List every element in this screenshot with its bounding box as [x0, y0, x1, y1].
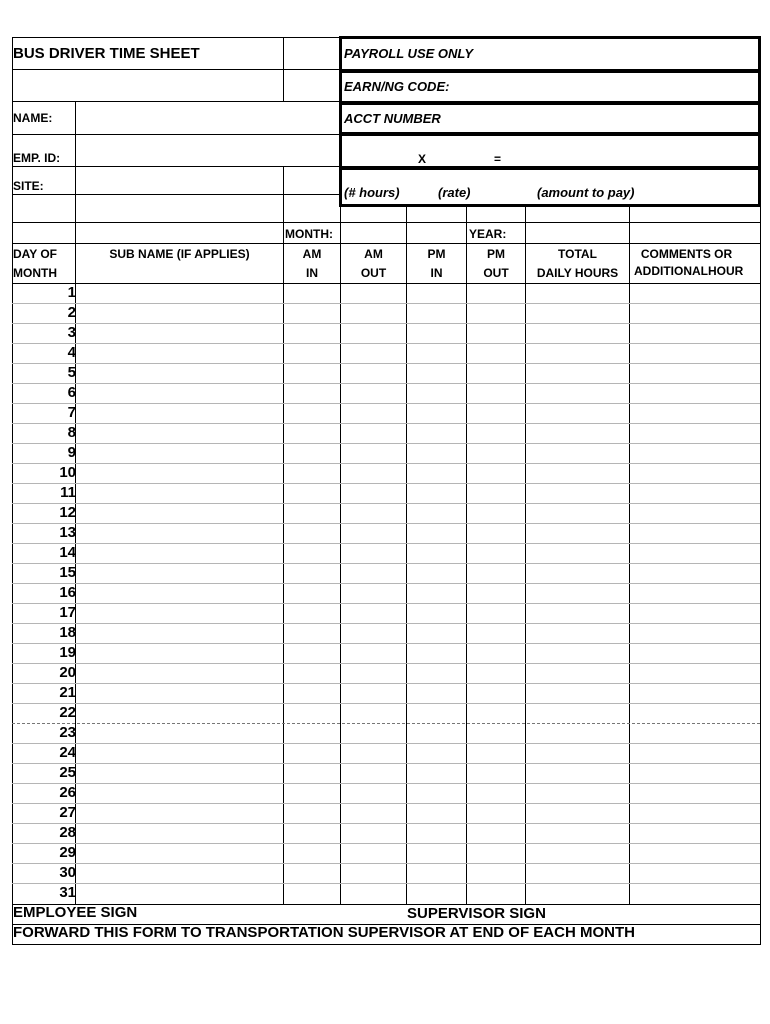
day-number: 8: [67, 424, 76, 441]
rule: [340, 205, 341, 904]
payroll-heading: PAYROLL USE ONLY: [344, 46, 474, 61]
day-number: 27: [59, 804, 76, 821]
employee-sign-label: EMPLOYEE SIGN: [13, 904, 138, 921]
day-number: 22: [59, 704, 76, 721]
day-number: 6: [67, 384, 76, 401]
total-header-top: TOTAL: [558, 247, 597, 261]
forward-note: FORWARD THIS FORM TO TRANSPORTATION SUPERVISOR AT END OF EACH MONTH: [13, 924, 635, 941]
day-number: 5: [67, 364, 76, 381]
month-label: MONTH:: [285, 227, 333, 241]
day-number: 25: [59, 764, 76, 781]
rule: [629, 205, 630, 904]
row-divider: [12, 403, 760, 404]
pm-in-header-bottom: IN: [430, 266, 443, 280]
row-divider: [12, 423, 760, 424]
rule: [466, 205, 467, 904]
row-divider: [12, 823, 760, 824]
day-number: 24: [59, 744, 76, 761]
day-number: 11: [60, 484, 76, 501]
am-in-header-bottom: IN: [306, 266, 318, 280]
row-divider: [12, 463, 760, 464]
day-number: 2: [67, 304, 76, 321]
row-divider: [12, 523, 760, 524]
rule: [12, 69, 340, 70]
rule: [12, 101, 340, 102]
day-number: 12: [59, 504, 76, 521]
row-divider: [12, 583, 760, 584]
row-divider: [12, 683, 760, 684]
row-divider: [12, 863, 760, 864]
row-divider: [12, 783, 760, 784]
day-number: 7: [67, 404, 76, 421]
rule: [525, 205, 526, 904]
day-number: 23: [59, 724, 76, 741]
calculation-box: [339, 133, 761, 169]
row-divider: [12, 483, 760, 484]
row-divider: [12, 663, 760, 664]
row-divider: [12, 323, 760, 324]
pm-out-header-top: PM: [487, 247, 505, 261]
day-number: 14: [59, 544, 76, 561]
am-out-header-bottom: OUT: [360, 266, 387, 280]
rule: [12, 944, 760, 945]
day-number: 29: [59, 844, 76, 861]
comments-header-bottom: ADDITIONALHOUR: [634, 264, 744, 278]
supervisor-sign-label: SUPERVISOR SIGN: [407, 905, 546, 922]
row-divider: [12, 383, 760, 384]
day-number: 19: [59, 644, 76, 661]
day-number: 15: [59, 564, 76, 581]
day-header-top: DAY OF: [13, 247, 58, 261]
earning-code-label: EARN/NG CODE:: [344, 79, 450, 94]
day-number: 21: [59, 684, 76, 701]
row-divider: [12, 563, 760, 564]
rule: [12, 222, 760, 223]
row-divider: [12, 803, 760, 804]
comments-header-top: COMMENTS OR: [640, 247, 733, 261]
day-number: 18: [59, 624, 76, 641]
day-number: 13: [59, 524, 76, 541]
pm-out-header-bottom: OUT: [483, 266, 509, 280]
rule: [12, 166, 340, 167]
row-divider: [12, 883, 760, 884]
row-divider: [12, 303, 760, 304]
rule: [12, 194, 340, 195]
hours-label: (# hours): [344, 185, 400, 200]
row-divider: [12, 643, 760, 644]
sub-name-header: SUB NAME (IF APPLIES): [109, 247, 250, 261]
day-number: 3: [67, 324, 76, 341]
am-out-header-top: AM: [364, 247, 383, 261]
row-divider: [12, 443, 760, 444]
day-number: 9: [67, 444, 76, 461]
day-number: 4: [67, 344, 76, 361]
day-number: 30: [59, 864, 76, 881]
day-number: 1: [67, 284, 76, 301]
rule: [406, 205, 407, 904]
rule: [12, 37, 340, 38]
am-in-header-top: AM: [302, 247, 322, 261]
row-divider: [12, 703, 760, 704]
row-divider: [12, 743, 760, 744]
row-divider: [12, 343, 760, 344]
rule: [12, 283, 760, 284]
day-number: 28: [59, 824, 76, 841]
rule: [12, 243, 760, 244]
day-number: 20: [59, 664, 76, 681]
acct-number-label: ACCT NUMBER: [344, 111, 441, 126]
row-divider: [12, 763, 760, 764]
day-header-bottom: MONTH: [13, 266, 57, 280]
day-number: 31: [59, 884, 76, 901]
total-header-bottom: DAILY HOURS: [536, 266, 619, 280]
rate-label: (rate): [438, 185, 471, 200]
row-divider: [12, 623, 760, 624]
rule: [760, 205, 761, 945]
day-number: 10: [59, 464, 76, 481]
row-divider: [12, 603, 760, 604]
day-number: 16: [59, 584, 76, 601]
emp-id-label: EMP. ID:: [13, 151, 61, 165]
row-divider: [12, 363, 760, 364]
form-title: BUS DRIVER TIME SHEET: [13, 45, 200, 62]
year-label: YEAR:: [469, 227, 507, 241]
amount-label: (amount to pay): [537, 185, 635, 200]
rule: [283, 37, 284, 101]
row-divider: [12, 543, 760, 544]
equals-symbol: =: [494, 152, 502, 166]
pm-in-header-top: PM: [427, 247, 446, 261]
row-divider: [12, 843, 760, 844]
row-divider: [12, 723, 760, 724]
name-label: NAME:: [13, 111, 53, 125]
day-number: 17: [59, 604, 76, 621]
row-divider: [12, 503, 760, 504]
times-symbol: X: [418, 152, 427, 166]
day-number: 26: [59, 784, 76, 801]
site-label: SITE:: [13, 179, 44, 193]
rule: [12, 134, 340, 135]
